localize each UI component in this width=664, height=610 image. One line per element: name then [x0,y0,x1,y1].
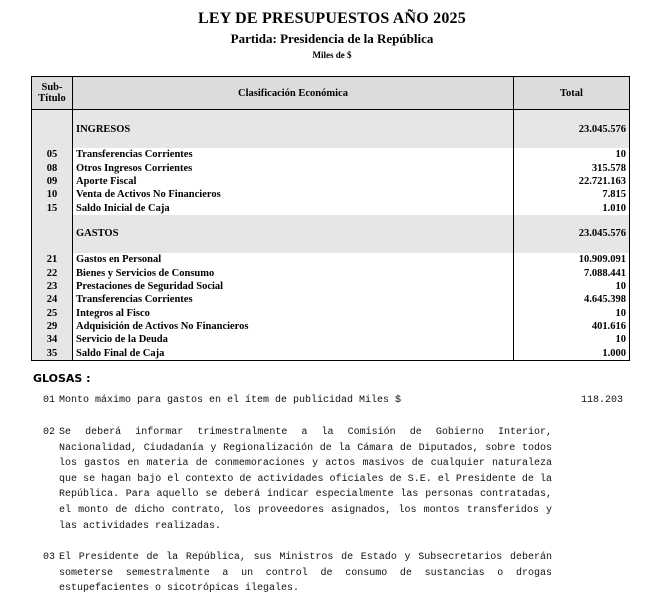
table-row [32,266,630,279]
table-row [32,175,630,188]
subtitulo-code: 09 [32,175,73,188]
clasificacion-label: Adquisición de Activos No Financieros [73,320,514,333]
glosa-number: 03 [43,552,56,563]
total-amount: 315.578 [514,161,630,174]
total-amount: 401.616 [514,320,630,333]
column-header-clasificacion: Clasificación Económica [73,77,514,110]
total-amount: 10 [514,307,630,320]
spacer-row [32,215,630,223]
table-row [32,202,630,215]
clasificacion-label: Aporte Fiscal [73,175,514,188]
total-amount: 22.721.163 [514,175,630,188]
section-label-ingresos: INGRESOS [73,118,514,140]
subtitulo-code: 05 [32,148,73,161]
spacer-row [32,245,630,253]
total-amount: 7.088.441 [514,266,630,279]
subtitulo-code: 23 [32,280,73,293]
total-amount: 10 [514,148,630,161]
glosas-title: GLOSAS : [33,372,91,385]
clasificacion-label: Prestaciones de Seguridad Social [73,280,514,293]
table-row [32,320,630,333]
subtitulo-code: 22 [32,266,73,279]
section-row-gastos [32,223,630,245]
clasificacion-label: Gastos en Personal [73,253,514,266]
total-amount: 1.010 [514,202,630,215]
document-title: LEY DE PRESUPUESTOS AÑO 2025 [198,10,466,27]
document-header [0,10,664,60]
subtitulo-code: 10 [32,188,73,201]
total-amount: 10.909.091 [514,253,630,266]
section-total-ingresos: 23.045.576 [514,118,630,140]
subtitulo-code: 24 [32,293,73,306]
clasificacion-label: Transferencias Corrientes [73,293,514,306]
total-amount: 10 [514,333,630,346]
spacer-row [32,110,630,119]
glosa-text: Monto máximo para gastos en el ítem de publicidad Miles $ [59,395,402,406]
subtitulo-code: 15 [32,202,73,215]
glosa-text: Se deberá informar trimestralmente a la Comisión de Gobierno Interior, Nacionalidad, Ciudadanía y Regionalización de la Cámara de Diputados, sobre todos los gastos en materia de conmemoraciones y actos masivos de cualquier naturaleza que se hagan bajo el contexto de actividades oficiales de S.E. el Presidente de la República. Para aquello se deberá indicar especialmente las personas contratadas, el monto de dicho contrato, los proveedores asignados, los montos transferidos y las actividades realizadas. [59,427,552,532]
clasificacion-label: Saldo Inicial de Caja [73,202,514,215]
section-row-ingresos [32,118,630,140]
table-row [32,148,630,161]
subtitulo-code: 25 [32,307,73,320]
column-header-subtitulo [32,77,73,110]
total-amount: 7.815 [514,188,630,201]
budget-table [31,76,630,361]
table-header-row [32,77,630,110]
clasificacion-label: Integros al Fisco [73,307,514,320]
glosa-item-01 [43,393,623,409]
table-row [32,347,630,361]
section-label-gastos: GASTOS [73,223,514,245]
subtitulo-code: 35 [32,347,73,361]
subtitulo-code: 29 [32,320,73,333]
section-total-gastos: 23.045.576 [514,223,630,245]
units-label: Miles de $ [312,50,352,60]
budget-table-body [32,110,630,361]
column-header-total: Total [514,77,630,110]
clasificacion-label: Transferencias Corrientes [73,148,514,161]
total-amount: 4.645.398 [514,293,630,306]
column-header-subtitulo-line1: Sub- [41,82,63,93]
subtitulo-code: 21 [32,253,73,266]
subtitulo-code: 08 [32,161,73,174]
table-row [32,333,630,346]
glosa-text: El Presidente de la República, sus Ministros de Estado y Subsecretarios deberán someterse semestralmente a un control de consumo de sustancias o drogas estupefacientes o sicotrópicas ilegales. [59,552,552,595]
partida-subtitle: Partida: Presidencia de la República [230,31,434,46]
total-amount: 10 [514,280,630,293]
clasificacion-label: Servicio de la Deuda [73,333,514,346]
column-header-subtitulo-line2: Título [38,93,66,104]
table-row [32,188,630,201]
glosa-number: 01 [43,395,56,406]
table-row [32,253,630,266]
glosa-item-03 [43,550,552,600]
clasificacion-label: Otros Ingresos Corrientes [73,161,514,174]
table-row [32,161,630,174]
glosa-item-02 [43,425,552,537]
total-amount: 1.000 [514,347,630,361]
clasificacion-label: Bienes y Servicios de Consumo [73,266,514,279]
table-row [32,307,630,320]
glosa-amount: 118.203 [580,395,623,406]
subtitulo-code: 34 [32,333,73,346]
clasificacion-label: Venta de Activos No Financieros [73,188,514,201]
table-row [32,293,630,306]
spacer-row [32,140,630,148]
glosa-number: 02 [43,427,56,438]
clasificacion-label: Saldo Final de Caja [73,347,514,361]
table-row [32,280,630,293]
